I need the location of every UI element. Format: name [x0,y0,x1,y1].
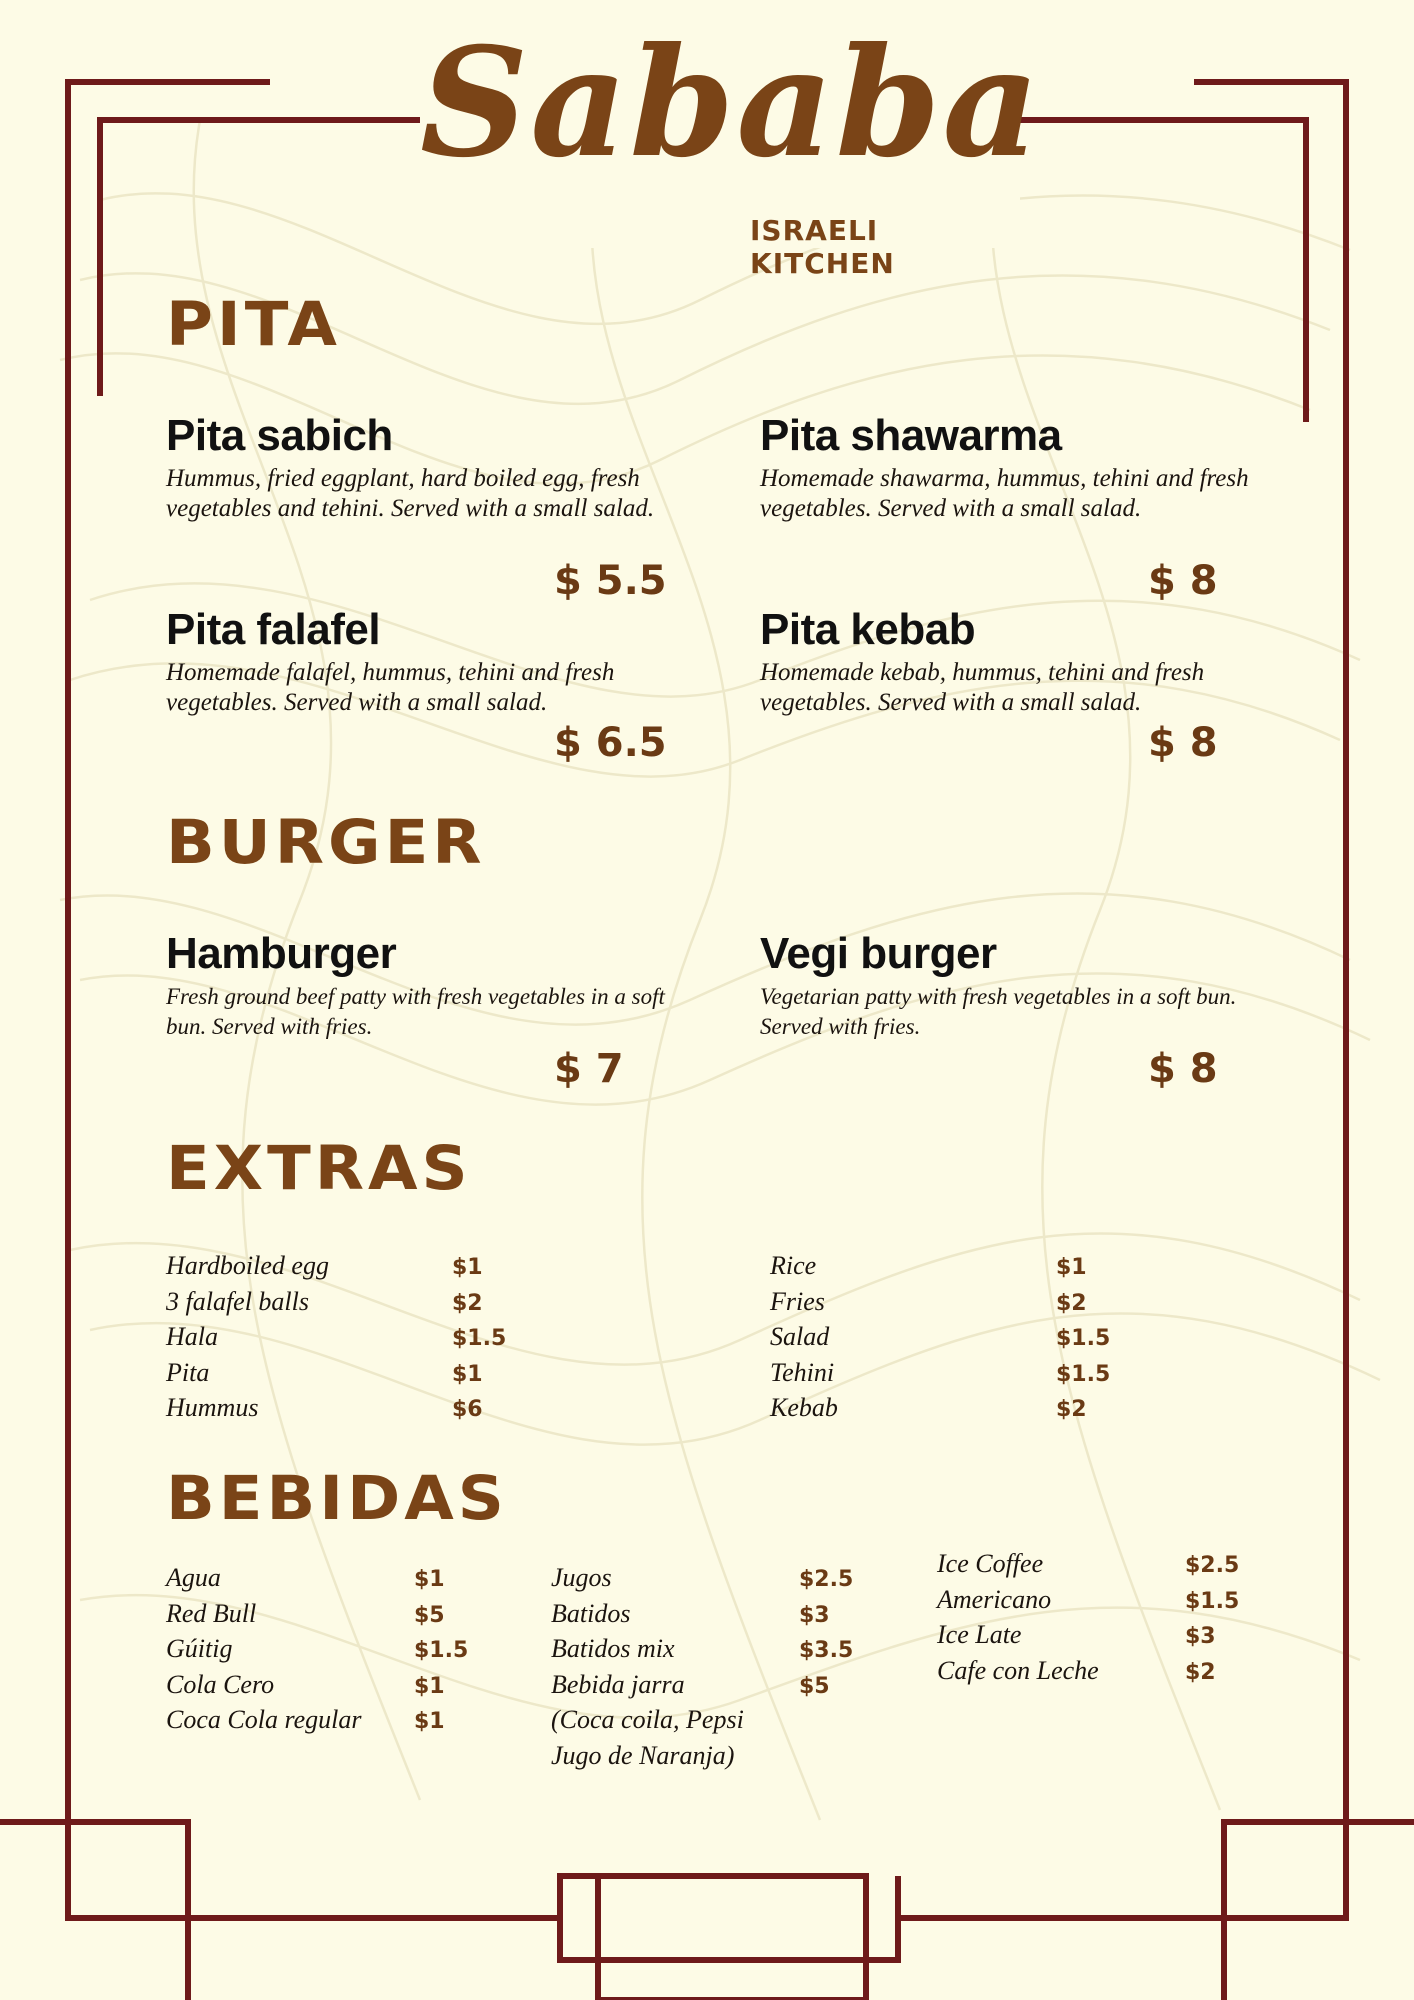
list-item-name: Agua [166,1563,221,1592]
list-item [551,1669,871,1705]
item-price: $ 8 [1148,720,1218,766]
item-name: Pita sabich [166,411,393,460]
list-item-name: Salad [770,1322,830,1351]
item-price: $ 6.5 [554,720,667,766]
list-item-name: Cafe con Leche [937,1655,1099,1685]
section-title-burger: BURGER [166,807,486,879]
list-item [770,1357,1170,1393]
extras-list-right [770,1250,1170,1428]
list-item [937,1655,1257,1691]
list-item-name: Jugos [551,1563,612,1592]
list-item [166,1669,466,1705]
list-item-price: $1 [414,1567,445,1592]
list-item-price: $3 [799,1602,830,1628]
list-item-name: Bebida jarra [551,1669,685,1699]
list-item-price: $1 [1056,1255,1087,1280]
list-item-name: Jugo de Naranja) [551,1740,735,1770]
list-item [166,1562,466,1598]
logo [420,8,1042,280]
list-item-price: $2 [1185,1659,1216,1685]
item-description: Vegetarian patty with fresh vegetables in a soft bun. Served with fries. [760,984,1237,1039]
item-name: Vegi burger [760,929,997,978]
list-item-name: Kebab [770,1393,838,1422]
list-item [166,1250,566,1286]
list-item-name: Hummus [166,1393,259,1422]
bebidas-list-col3 [937,1548,1257,1690]
list-item [166,1598,466,1634]
list-item-price: $1.5 [1056,1326,1111,1351]
list-item-name: Coca Cola regular [166,1705,362,1734]
list-item-name: Cola Cero [166,1669,275,1699]
list-item-name: Red Bull [166,1598,257,1628]
list-item-name: Hala [166,1322,218,1351]
list-item [166,1633,469,1669]
menu-item [760,926,1290,1042]
list-item-name: Pita [166,1357,210,1387]
extras-list-left [166,1250,566,1428]
list-item-name: Rice [770,1251,817,1280]
item-price: $ 7 [554,1046,624,1092]
item-name: Pita shawarma [760,411,1062,460]
list-item [166,1704,466,1740]
list-item [770,1321,1170,1357]
list-item-price: $5 [414,1602,445,1628]
list-item [166,1357,566,1393]
list-item-price: $2.5 [1185,1553,1240,1578]
brand-name: Sababa [420,15,1042,191]
list-item [551,1704,871,1740]
list-item [166,1321,566,1357]
menu-item [166,926,686,1042]
menu-item [760,602,1290,718]
list-item-price: $1 [452,1255,483,1280]
item-description: Fresh ground beef patty with fresh vegetables in a soft bun. Served with fries. [166,984,665,1039]
item-description: Homemade shawarma, hummus, tehini and fresh vegetables. Served with a small salad. [760,465,1249,522]
list-item-name: Ice Late [937,1620,1022,1649]
list-item [166,1286,566,1322]
list-item-price: $1 [414,1709,445,1734]
item-description: Homemade kebab, hummus, tehini and fresh vegetables. Served with a small salad. [760,659,1205,716]
list-item-name: 3 falafel balls [166,1286,309,1316]
list-item [551,1562,871,1598]
brand-subtitle: ISRAELI KITCHEN [750,214,895,280]
bebidas-list-col1 [166,1562,469,1740]
list-item-price: $1 [452,1361,483,1387]
item-name: Pita kebab [760,605,976,654]
list-item [770,1286,1170,1322]
item-name: Pita falafel [166,605,381,654]
list-item [937,1619,1257,1655]
list-item-name: Batidos mix [551,1634,675,1663]
list-item-price: $1.5 [1056,1361,1111,1387]
item-name: Hamburger [166,929,397,978]
list-item [551,1633,871,1669]
item-description: Homemade falafel, hummus, tehini and fresh vegetables. Served with a small salad. [166,659,615,716]
item-price: $ 8 [1148,558,1218,604]
list-item-name: (Coca coila, Pepsi [551,1705,744,1734]
section-title-pita: PITA [166,289,341,361]
item-price: $ 8 [1148,1046,1218,1092]
list-item-name: Gúitig [166,1634,233,1663]
list-item-name: Ice Coffee [937,1549,1044,1578]
list-item-price: $2 [1056,1290,1087,1316]
list-item [551,1740,871,1776]
list-item [166,1392,566,1428]
list-item-price: $1 [414,1673,445,1699]
list-item-name: Americano [937,1584,1052,1614]
bebidas-list-col2 [551,1562,871,1775]
list-item-name: Fries [770,1286,825,1316]
menu-item [166,408,686,524]
list-item-price: $1.5 [414,1638,469,1663]
section-title-bebidas: BEBIDAS [166,1463,508,1535]
menu-item [166,602,686,718]
list-item [937,1548,1257,1584]
list-item-price: $5 [799,1673,830,1699]
item-price: $ 5.5 [554,558,667,604]
list-item-price: $6 [452,1397,483,1422]
list-item-name: Tehini [770,1357,835,1387]
list-item-price: $2 [1056,1397,1087,1422]
list-item-name: Batidos [551,1598,631,1628]
list-item-price: $1.5 [452,1326,507,1351]
menu-item [760,408,1290,524]
list-item-price: $2 [452,1290,483,1316]
list-item-price: $3.5 [799,1638,854,1663]
section-title-extras: EXTRAS [166,1133,472,1205]
list-item-name: Hardboiled egg [166,1251,329,1280]
item-description: Hummus, fried eggplant, hard boiled egg, fresh vegetables and tehini. Served with a small salad. [166,465,655,522]
list-item-price: $1.5 [1185,1588,1240,1614]
list-item [770,1250,1170,1286]
list-item-price: $3 [1185,1624,1216,1649]
list-item-price: $2.5 [799,1567,854,1592]
list-item [937,1584,1257,1620]
list-item [770,1392,1170,1428]
list-item [551,1598,871,1634]
